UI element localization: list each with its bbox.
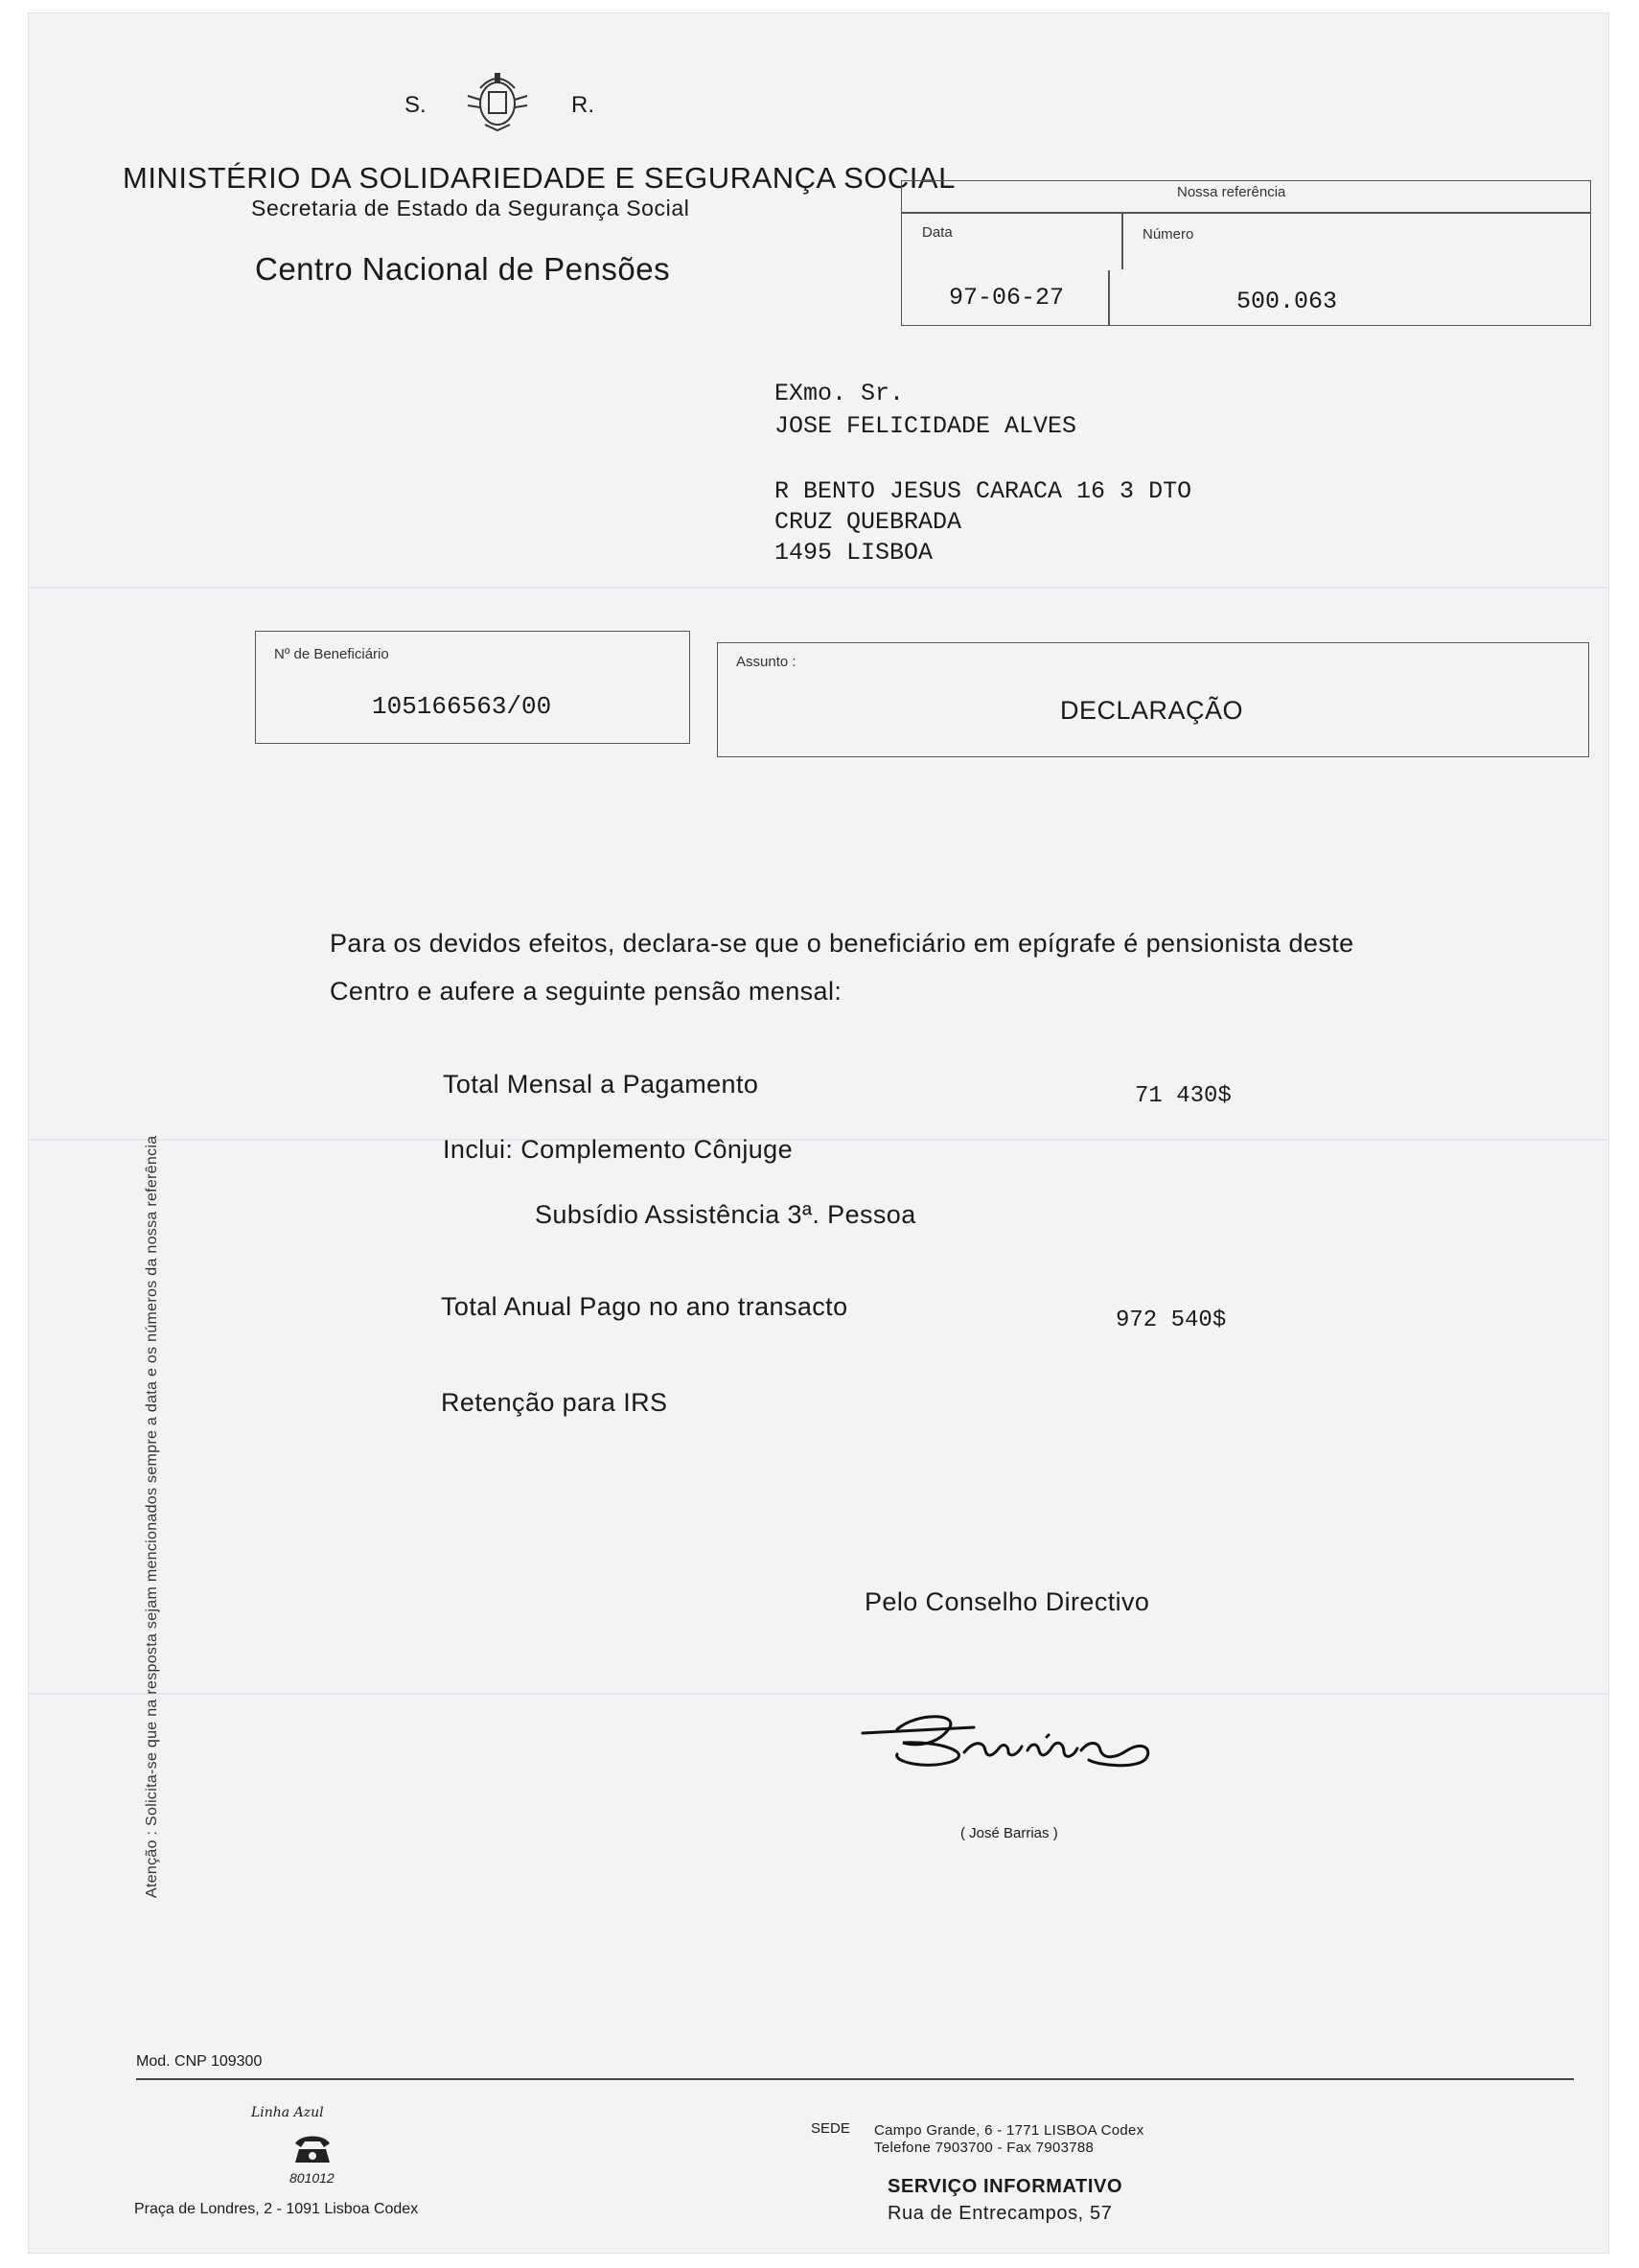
coat-of-arms-icon <box>456 67 539 132</box>
number-label: Número <box>1143 226 1194 243</box>
footer-divider <box>136 2078 1574 2080</box>
declaration-line-1: Para os devidos efeitos, declara-se que o beneficiário em epígrafe é pensionista deste <box>330 929 1354 958</box>
date-label: Data <box>922 224 953 241</box>
ministry-name: MINISTÉRIO DA SOLIDARIEDADE E SEGURANÇA SOCIAL <box>123 161 956 195</box>
addressee-city: 1495 LISBOA <box>774 539 934 567</box>
addressee-name: JOSE FELICIDADE ALVES <box>774 412 1077 440</box>
addressee-street: R BENTO JESUS CARACA 16 3 DTO <box>774 477 1192 505</box>
addressee-salutation: EXmo. Sr. <box>774 380 905 407</box>
declaration-line-2: Centro e aufere a seguinte pensão mensal: <box>330 977 843 1006</box>
sede-phone: Telefone 7903700 - Fax 7903788 <box>874 2140 1095 2156</box>
secretary-name: Secretaria de Estado da Segurança Social <box>251 196 690 220</box>
header-sr-right: R. <box>571 92 594 118</box>
signature-icon <box>859 1702 1185 1779</box>
centre-name: Centro Nacional de Pensões <box>255 251 671 287</box>
service-title: SERVIÇO INFORMATIVO <box>888 2176 1123 2197</box>
model-code: Mod. CNP 109300 <box>136 2053 263 2070</box>
sede-label: SEDE <box>811 2120 850 2137</box>
subsidy-label: Subsídio Assistência 3ª. Pessoa <box>535 1200 916 1229</box>
divider <box>901 212 1591 214</box>
sede-address: Campo Grande, 6 - 1771 LISBOA Codex <box>874 2122 1144 2139</box>
monthly-total-label: Total Mensal a Pagamento <box>443 1070 759 1099</box>
monthly-total-value: 71 430$ <box>1135 1083 1232 1109</box>
subject-value: DECLARAÇÃO <box>1060 696 1244 725</box>
signatory-name: ( José Barrias ) <box>960 1825 1058 1841</box>
annual-total-value: 972 540$ <box>1116 1308 1227 1333</box>
addressee-locality: CRUZ QUEBRADA <box>774 508 962 536</box>
includes-label: Inclui: Complemento Cônjuge <box>443 1135 793 1164</box>
phone-logo-number: 801012 <box>289 2170 335 2186</box>
left-address: Praça de Londres, 2 - 1091 Lisboa Codex <box>134 2201 419 2217</box>
subject-label: Assunto : <box>736 654 796 670</box>
annual-total-label: Total Anual Pago no ano transacto <box>441 1292 848 1321</box>
sidebar-note: Atenção : Solicita-se que na resposta sejam mencionados sempre a data e os números da nossa referência <box>144 1135 160 1898</box>
telephone-icon <box>291 2132 334 2164</box>
divider <box>1121 212 1123 269</box>
beneficiary-number: 105166563/00 <box>372 692 552 721</box>
divider <box>1108 270 1110 326</box>
fold-line <box>29 1693 1608 1695</box>
board-label: Pelo Conselho Directivo <box>865 1587 1150 1616</box>
date-value: 97-06-27 <box>949 284 1065 312</box>
fold-line <box>29 587 1608 589</box>
fold-line <box>29 1139 1608 1141</box>
beneficiary-label: Nº de Beneficiário <box>274 646 389 662</box>
number-value: 500.063 <box>1236 288 1338 315</box>
service-address: Rua de Entrecampos, 57 <box>888 2203 1113 2224</box>
document-page <box>29 13 1608 2253</box>
reference-title: Nossa referência <box>1177 184 1286 200</box>
phone-logo-text: Linha Azul <box>251 2105 324 2120</box>
irs-label: Retenção para IRS <box>441 1388 668 1417</box>
header-sr-left: S. <box>404 92 427 118</box>
